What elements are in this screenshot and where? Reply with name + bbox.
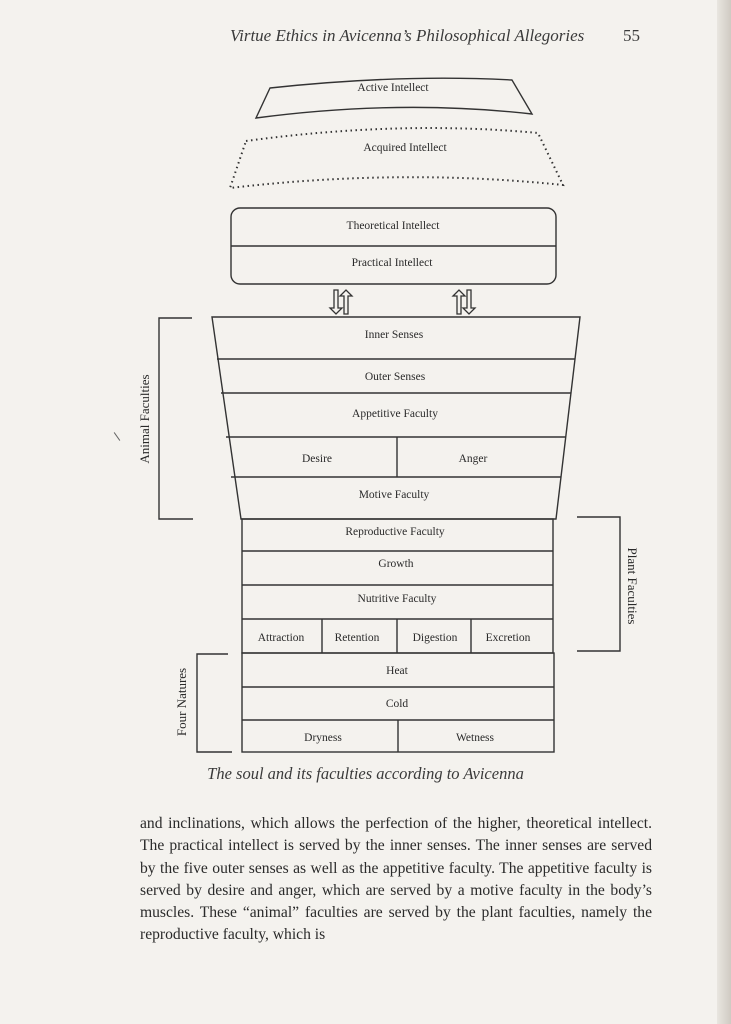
label-appetitive-faculty: Appetitive Faculty <box>352 408 438 420</box>
label-cold: Cold <box>385 698 409 710</box>
label-outer-senses: Outer Senses <box>364 371 426 383</box>
label-anger: Anger <box>458 453 488 465</box>
label-practical-intellect: Practical Intellect <box>351 257 433 269</box>
running-title: Virtue Ethics in Avicenna’s Philosophical Allegories <box>230 26 585 45</box>
label-reproductive-faculty: Reproductive Faculty <box>345 526 445 538</box>
label-four-natures: Four Natures <box>174 667 189 737</box>
label-digestion: Digestion <box>412 632 458 644</box>
label-nutritive-faculty: Nutritive Faculty <box>357 593 437 605</box>
label-theoretical-intellect: Theoretical Intellect <box>346 220 440 232</box>
label-growth: Growth <box>378 558 414 570</box>
label-desire: Desire <box>301 453 333 465</box>
label-attraction: Attraction <box>257 632 305 644</box>
label-animal-faculties: Animal Faculties <box>137 374 152 464</box>
label-dryness: Dryness <box>304 732 342 744</box>
plant-faculties-bracket <box>577 517 620 651</box>
label-inner-senses: Inner Senses <box>364 329 424 341</box>
figure-caption: The soul and its faculties according to Avicenna <box>207 764 524 783</box>
double-arrow-left-icon <box>330 290 352 314</box>
label-acquired-intellect: Acquired Intellect <box>363 142 447 154</box>
label-motive-faculty: Motive Faculty <box>358 489 430 501</box>
double-arrow-right-icon <box>453 290 475 314</box>
label-heat: Heat <box>386 665 408 677</box>
label-wetness: Wetness <box>455 732 495 744</box>
label-excretion: Excretion <box>485 632 531 644</box>
acquired-intellect-shape <box>230 128 563 188</box>
body-paragraph: and inclinations, which allows the perfection of the higher, theoretical intellect. The practical intellect is served by the inner senses. The inner senses are served by the five outer senses as well as the appetitive faculty. The appetitive faculty is served by desire and anger, which are served by a motive faculty in the body’s muscles. These “animal” faculties are served by the plant faculties, namely the reproductive faculty, which is <box>140 815 652 944</box>
four-natures-bracket <box>197 654 232 752</box>
page-number: 55 <box>623 26 640 45</box>
label-plant-faculties: Plant Faculties <box>625 547 640 625</box>
label-retention: Retention <box>334 632 380 644</box>
animal-faculties-bracket <box>159 318 193 519</box>
label-active-intellect: Active Intellect <box>357 82 429 94</box>
